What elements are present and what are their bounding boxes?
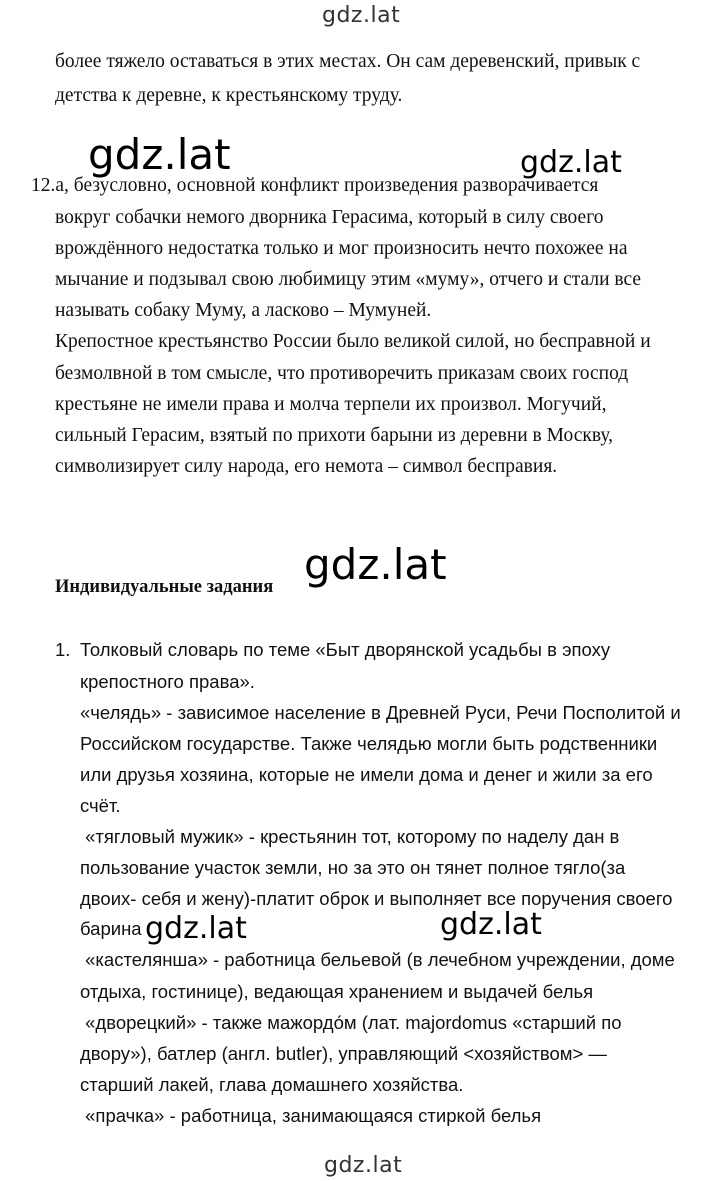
section-heading: Индивидуальные задания bbox=[55, 577, 274, 597]
dictionary-line-5: «тягловый мужик» - крестьянин тот, которому по наделу дан в bbox=[80, 826, 620, 847]
list-item-line-2: крепостного права». bbox=[80, 671, 255, 692]
list-item-number: 1. bbox=[55, 639, 71, 660]
watermark-top: gdz.lat bbox=[322, 3, 401, 28]
dictionary-line-8: барина bbox=[80, 918, 142, 939]
paragraph-2-line-7: безмолвной в том смысле, что противоречить приказам своих господ bbox=[55, 363, 629, 384]
paragraph-2-line-8: крестьяне не имели права и молча терпели их произвол. Могучий, bbox=[55, 394, 607, 415]
paragraph-2-line-3: врождённого недостатка только и мог произносить нечто похожее на bbox=[55, 238, 628, 259]
watermark-bottom: gdz.lat bbox=[324, 1153, 403, 1178]
watermark-lower-right: gdz.lat bbox=[440, 907, 542, 942]
list-item-line-1: Толковый словарь по теме «Быт дворянской усадьбы в эпоху bbox=[80, 639, 611, 660]
paragraph-2-line-1: 12.а, безусловно, основной конфликт произведения разворачивается bbox=[31, 175, 599, 196]
paragraph-1-line-1: более тяжело оставаться в этих местах. Он сам деревенский, привык с bbox=[55, 51, 641, 72]
paragraph-2-line-5: называть собаку Муму, а ласково – Мумуней. bbox=[55, 300, 432, 321]
paragraph-2-line-6: Крепостное крестьянство России было великой силой, но бесправной и bbox=[55, 331, 651, 352]
dictionary-line-13: старший лакей, глава домашнего хозяйства. bbox=[80, 1074, 464, 1095]
paragraph-2-line-9: сильный Герасим, взятый по прихоти барыни из деревни в Москву, bbox=[55, 425, 614, 446]
dictionary-line-7: двоих- себя и жену)-платит оброк и выполняет все поручения своего bbox=[80, 888, 673, 909]
paragraph-2-line-10: символизирует силу народа, его немота – символ бесправия. bbox=[55, 456, 558, 477]
dictionary-line-2: Российском государстве. Также челядью могли быть родственники bbox=[80, 733, 658, 754]
dictionary-line-11: «дворецкий» - также мажордо́м (лат. majordomus «старший по bbox=[80, 1012, 622, 1033]
watermark-section: gdz.lat bbox=[304, 540, 447, 589]
dictionary-line-4: счёт. bbox=[80, 795, 121, 816]
dictionary-line-1: «челядь» - зависимое население в Древней Руси, Речи Посполитой и bbox=[80, 702, 681, 723]
dictionary-line-14: «прачка» - работница, занимающаяся стиркой белья bbox=[80, 1105, 542, 1126]
dictionary-line-10: отдыха, гостинице), ведающая хранением и выдачей белья bbox=[80, 981, 594, 1002]
paragraph-2-line-4: мычание и подзывал свою любимицу этим «муму», отчего и стали все bbox=[55, 269, 642, 290]
dictionary-line-6: пользование участок земли, но за это он тянет полное тягло(за bbox=[80, 857, 626, 878]
dictionary-line-9: «кастелянша» - работница бельевой (в лечебном учреждении, доме bbox=[80, 949, 675, 970]
paragraph-1-line-2: детства к деревне, к крестьянскому труду. bbox=[55, 85, 403, 106]
watermark-large-left: gdz.lat bbox=[88, 130, 231, 179]
dictionary-line-3: или друзья хозяина, которые не имели дома и денег и жили за его bbox=[80, 764, 653, 785]
paragraph-2-line-2: вокруг собачки немого дворника Герасима, который в силу своего bbox=[55, 207, 604, 228]
dictionary-line-12: двору»), батлер (англ. butler), управляющий <хозяйством> — bbox=[80, 1043, 607, 1064]
watermark-right: gdz.lat bbox=[520, 145, 622, 180]
watermark-lower-left: gdz.lat bbox=[145, 911, 247, 946]
